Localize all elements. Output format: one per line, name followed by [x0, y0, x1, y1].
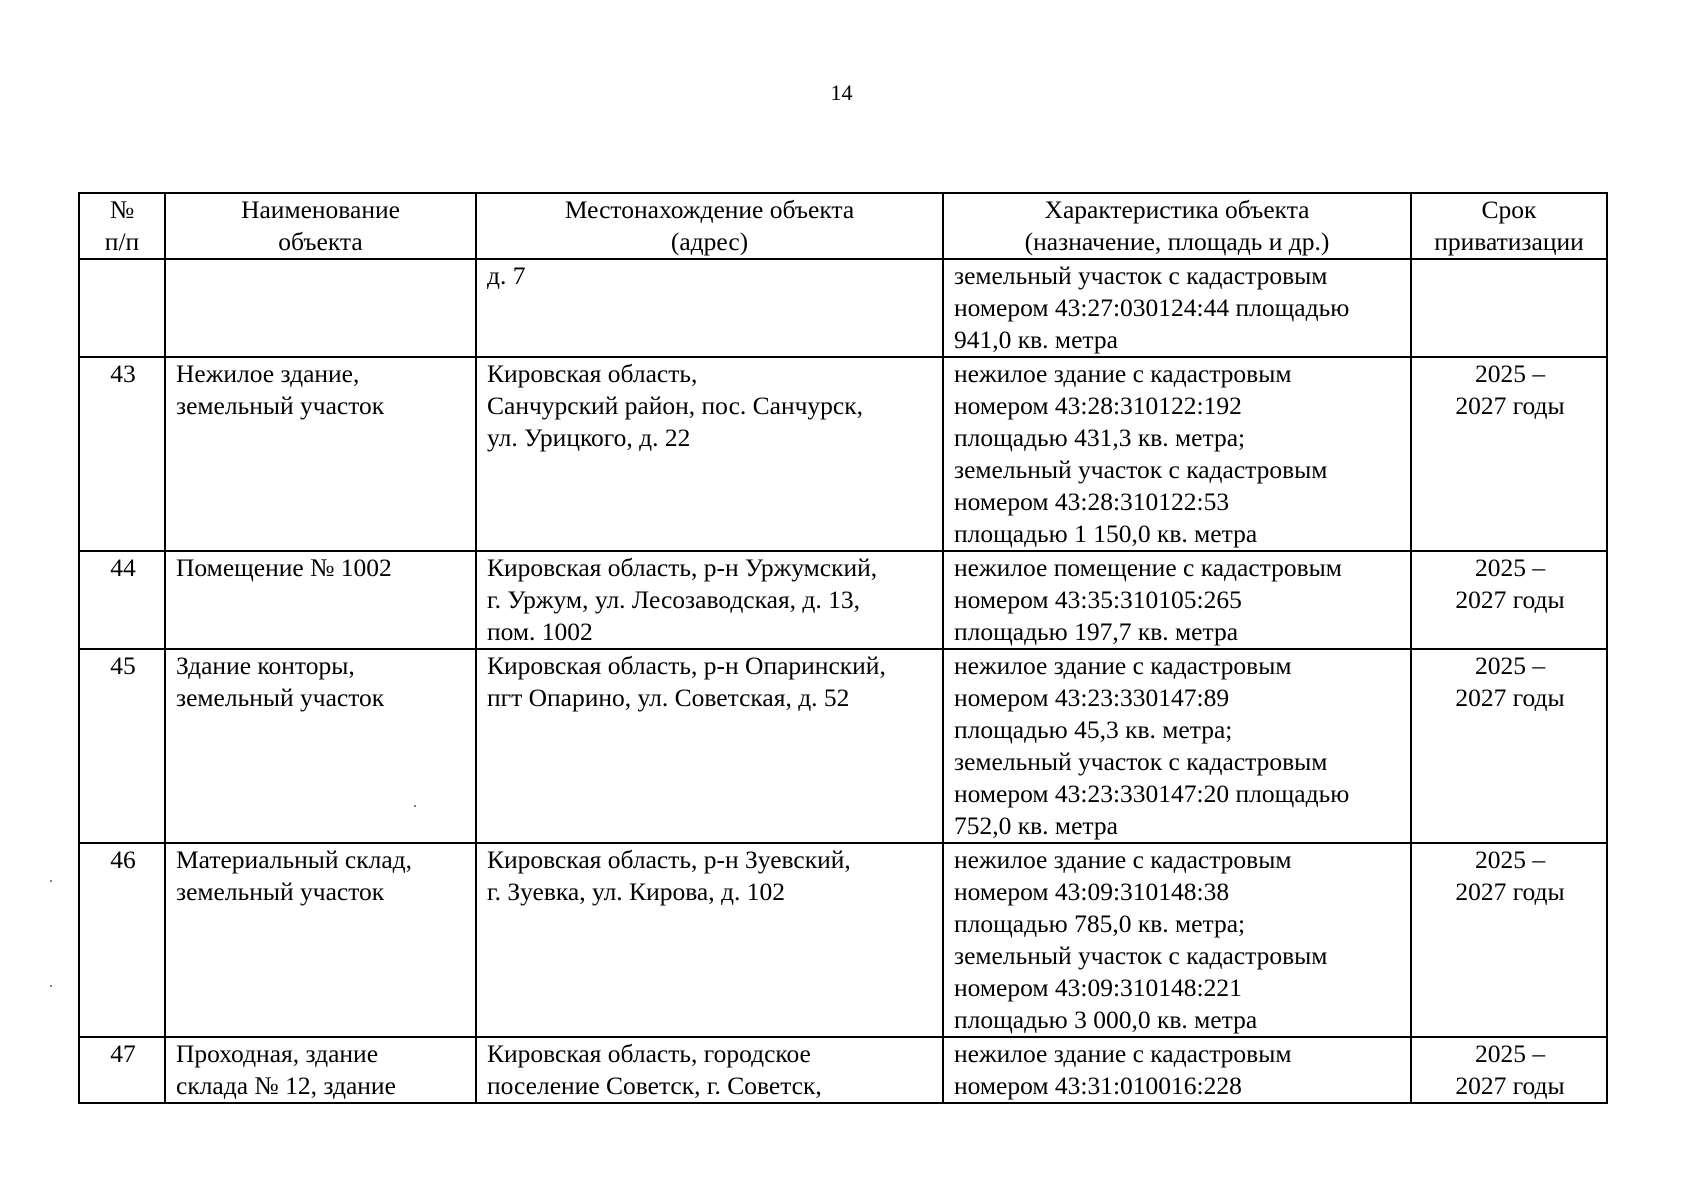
- table-row: [79, 357, 1607, 551]
- privatization-term: 2025 – 2027 годы: [1411, 357, 1607, 551]
- object-characteristics: нежилое помещение с кадастровым номером 43:35:310105:265 площадью 197,7 кв. метра: [943, 551, 1411, 649]
- row-number: 45: [79, 649, 165, 843]
- object-name: [165, 259, 476, 357]
- object-characteristics: нежилое здание с кадастровым номером 43:23:330147:89 площадью 45,3 кв. метра; земельный участок с кадастровым номером 43:23:330147:20 площадью 752,0 кв. метра: [943, 649, 1411, 843]
- object-address: Кировская область, Санчурский район, пос. Санчурск, ул. Урицкого, д. 22: [476, 357, 943, 551]
- row-number: [79, 259, 165, 357]
- privatization-term: [1411, 259, 1607, 357]
- object-address: Кировская область, р-н Зуевский, г. Зуевка, ул. Кирова, д. 102: [476, 843, 943, 1037]
- table-header-row: [79, 193, 1607, 259]
- page-number: 14: [830, 80, 853, 105]
- object-name: Здание конторы, земельный участок: [165, 649, 476, 843]
- privatization-term: 2025 – 2027 годы: [1411, 1037, 1607, 1103]
- object-characteristics: нежилое здание с кадастровым номером 43:31:010016:228: [943, 1037, 1411, 1103]
- table-row: [79, 551, 1607, 649]
- table-row: [79, 1037, 1607, 1103]
- scan-speck: [50, 880, 52, 882]
- row-number: 47: [79, 1037, 165, 1103]
- header-object-name: Наименование объекта: [165, 193, 476, 259]
- object-address: д. 7: [476, 259, 943, 357]
- object-address: Кировская область, р-н Опаринский, пгт Опарино, ул. Советская, д. 52: [476, 649, 943, 843]
- object-characteristics: нежилое здание с кадастровым номером 43:09:310148:38 площадью 785,0 кв. метра; земельный участок с кадастровым номером 43:09:310148:221 площадью 3 000,0 кв. метра: [943, 843, 1411, 1037]
- privatization-term: 2025 – 2027 годы: [1411, 551, 1607, 649]
- row-number: 46: [79, 843, 165, 1037]
- privatization-term: 2025 – 2027 годы: [1411, 649, 1607, 843]
- row-number: 44: [79, 551, 165, 649]
- object-name: Нежилое здание, земельный участок: [165, 357, 476, 551]
- privatization-table: [78, 192, 1608, 1104]
- object-address: Кировская область, р-н Уржумский, г. Уржум, ул. Лесозаводская, д. 13, пом. 1002: [476, 551, 943, 649]
- object-name: Материальный склад, земельный участок: [165, 843, 476, 1037]
- header-privatization-term: Срок приватизации: [1411, 193, 1607, 259]
- row-number: 43: [79, 357, 165, 551]
- scan-speck: [414, 805, 416, 807]
- header-object-address: Местонахождение объекта (адрес): [476, 193, 943, 259]
- object-characteristics: нежилое здание с кадастровым номером 43:28:310122:192 площадью 431,3 кв. метра; земельный участок с кадастровым номером 43:28:310122:53 площадью 1 150,0 кв. метра: [943, 357, 1411, 551]
- table-row: [79, 259, 1607, 357]
- object-address: Кировская область, городское поселение Советск, г. Советск,: [476, 1037, 943, 1103]
- header-object-characteristics: Характеристика объекта (назначение, площадь и др.): [943, 193, 1411, 259]
- object-characteristics: земельный участок с кадастровым номером 43:27:030124:44 площадью 941,0 кв. метра: [943, 259, 1411, 357]
- object-name: Помещение № 1002: [165, 551, 476, 649]
- privatization-term: 2025 – 2027 годы: [1411, 843, 1607, 1037]
- object-name: Проходная, здание склада № 12, здание: [165, 1037, 476, 1103]
- header-number: № п/п: [79, 193, 165, 259]
- table-row: [79, 649, 1607, 843]
- table-row: [79, 843, 1607, 1037]
- scan-speck: [50, 985, 52, 987]
